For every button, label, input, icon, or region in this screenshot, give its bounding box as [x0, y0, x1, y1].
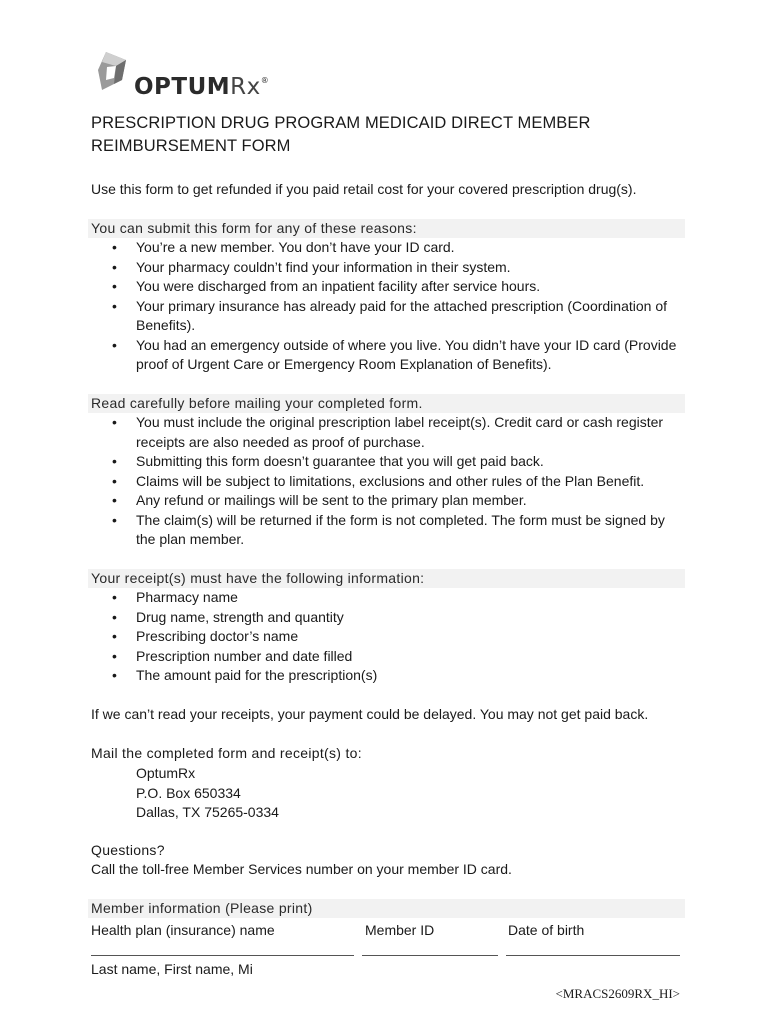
- section-heading-receipts: Your receipt(s) must have the following information:: [88, 569, 685, 588]
- mail-heading: Mail the completed form and receipt(s) to:: [91, 745, 362, 761]
- mail-address: [136, 764, 279, 823]
- list-item: • Submitting this form doesn’t guarantee that you will get paid back.: [91, 452, 681, 472]
- address-line-box: P.O. Box 650334: [136, 784, 241, 801]
- optum-logo-icon: [96, 50, 132, 94]
- list-item: • You must include the original prescription label receipt(s). Credit card or cash register receipts are also needed as proof of purchase.: [91, 413, 681, 452]
- list-item: • Prescription number and date filled: [91, 647, 681, 667]
- section-heading-reasons: You can submit this form for any of these reasons:: [88, 219, 685, 238]
- list-item: • You had an emergency outside of where you live. You didn’t have your ID card (Provide proof of Urgent Care or Emergency Room Explanation of Benefits).: [91, 336, 681, 375]
- list-item: • Your primary insurance has already paid for the attached prescription (Coordination of Benefits).: [91, 297, 681, 336]
- optum-logo: [96, 50, 296, 100]
- list-item: • Your pharmacy couldn’t find your information in their system.: [91, 258, 681, 278]
- section-heading-read-carefully: Read carefully before mailing your completed form.: [88, 394, 685, 413]
- date-of-birth-field[interactable]: [506, 955, 680, 956]
- health-plan-field[interactable]: [91, 955, 354, 956]
- reasons-list: [91, 238, 681, 375]
- form-code: <MRACS2609RX_HI>: [555, 986, 680, 1001]
- list-item: • Pharmacy name: [91, 588, 681, 608]
- questions-text: Call the toll-free Member Services number on your member ID card.: [91, 861, 512, 877]
- list-item: • Drug name, strength and quantity: [91, 608, 681, 628]
- health-plan-label: Health plan (insurance) name: [91, 922, 275, 938]
- list-item: • You’re a new member. You don’t have your ID card.: [91, 238, 681, 258]
- delay-note: If we can’t read your receipts, your payment could be delayed. You may not get paid back.: [91, 706, 649, 722]
- list-item: • Claims will be subject to limitations, exclusions and other rules of the Plan Benefit.: [91, 472, 681, 492]
- list-item: • The claim(s) will be returned if the form is not completed. The form must be signed by the plan member.: [91, 511, 681, 550]
- list-item: • You were discharged from an inpatient facility after service hours.: [91, 277, 681, 297]
- logo-registered-mark: ®: [260, 76, 270, 85]
- name-label: Last name, First name, Mi: [91, 961, 253, 977]
- logo-brand-light: Rx: [230, 74, 261, 100]
- intro-text: Use this form to get refunded if you paid retail cost for your covered prescription drug(s).: [91, 181, 637, 197]
- address-line-name: OptumRx: [136, 765, 196, 781]
- address-line-city: Dallas, TX 75265-0334: [136, 804, 279, 820]
- logo-brand-bold: OPTUM: [134, 74, 231, 100]
- list-item: • The amount paid for the prescription(s): [91, 666, 681, 686]
- section-heading-member-info: Member information (Please print): [88, 899, 685, 918]
- form-title: PRESCRIPTION DRUG PROGRAM MEDICAID DIRECT MEMBER REIMBURSEMENT FORM: [91, 114, 591, 155]
- read-carefully-list: [91, 413, 681, 550]
- logo-wordmark: [134, 74, 269, 100]
- member-id-label: Member ID: [365, 922, 435, 938]
- date-of-birth-label: Date of birth: [508, 922, 585, 938]
- list-item: • Prescribing doctor’s name: [91, 627, 681, 647]
- member-id-field[interactable]: [362, 955, 498, 956]
- questions-heading: Questions?: [91, 842, 165, 858]
- receipts-list: [91, 588, 681, 686]
- list-item: • Any refund or mailings will be sent to the primary plan member.: [91, 491, 681, 511]
